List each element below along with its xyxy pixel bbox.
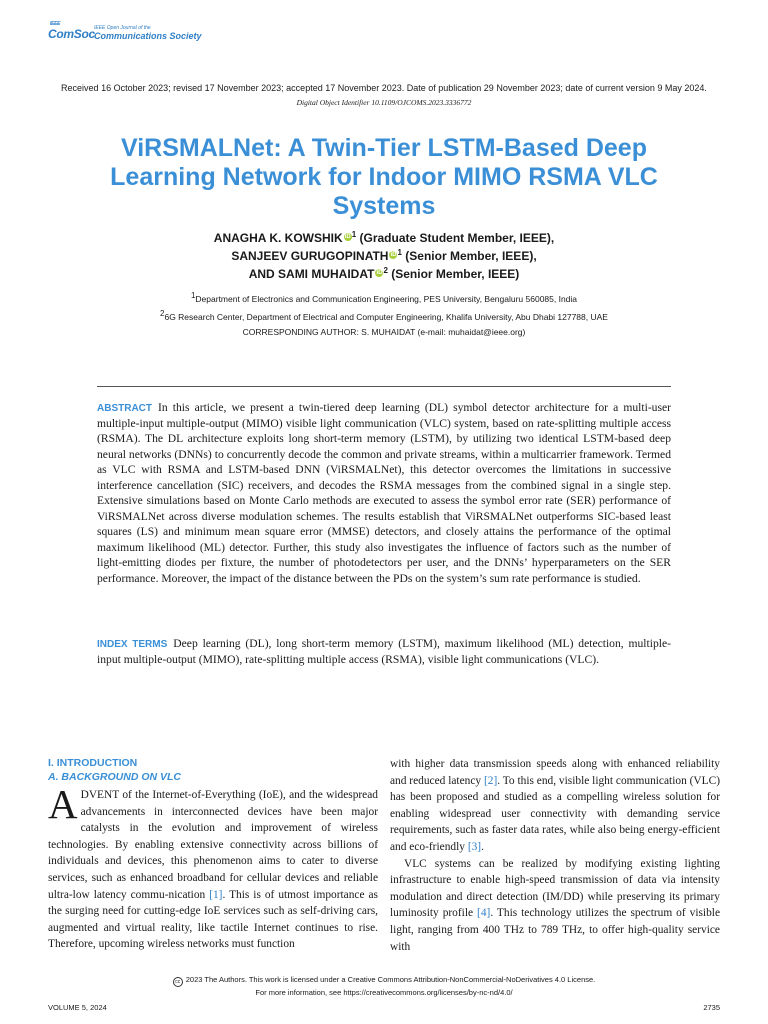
affiliation: $^1$Department of Electronics and Communication Engineering, PES University, Bengaluru 560085, India: [190, 291, 578, 304]
author-line: SANJEEV GURUGOPINATH $iD^1$ (Senior Member, IEEE),: [231, 248, 537, 263]
orcid-icon[interactable]: iD: [376, 270, 383, 276]
paragraph: with higher data transmission speeds along with enhanced reliability and reduced latency [2]. To this end, visible light communication (VLC) has been proposed and studied as a compelling wireless solution for enabling widespread user connectivity with demanding service requirements, such as faster data rates, while also being energy-efficient and eco-friendly [3].: [390, 758, 720, 853]
divider: [97, 386, 671, 387]
author-line: ANAGHA K. KOWSHIK $iD^1$ (Graduate Student Member, IEEE),: [213, 230, 555, 245]
journal-name: Communications Society: [94, 31, 202, 41]
index-terms-label: INDEX TERMS: [97, 639, 168, 650]
author-name: AND SAMI MUHAIDAT: [248, 267, 375, 281]
corresponding-author: CORRESPONDING AUTHOR: S. MUHAIDAT (e-mail: muhaidat@ieee.org): [242, 327, 526, 337]
author-name: ANAGHA K. KOWSHIK: [213, 231, 343, 245]
citation-link[interactable]: [1]: [209, 888, 223, 901]
citation-link[interactable]: [2]: [483, 774, 498, 787]
body-column-left: ADVENT of the Internet-of-Everything (IoE), and the widespread advancements in interconnected devices have been major catalysts in the evolution and improvement of wireless technologies. By enabling extensive connectivity across billions of individuals and devices, this phenomenon aims to cater to diverse services, such as enhanced broadband for cellular devices and reliable ultra-low latency commu-nication [1]. This is of utmost importance as the surging need for cutting-edge IoE services such as self-driving cars, augmented and virtual reality, like tactile Internet continues to rise. Therefore, upcoming wireless networks must function: [48, 781, 378, 951]
paper-title: ViRSMALNet: A Twin-Tier LSTM-Based Deep Learning Network for Indoor MIMO RSMA VLC Systems: [110, 134, 658, 220]
abstract-text: In this article, we present a twin-tiered deep learning (DL) symbol detector architecture for a multi-user multiple-input multiple-output (MIMO) visible light communication (VLC) system, based on rate-splitting multiple access (RSMA). The DL architecture exploits long short-term memory (LSTM), by utilizing two identical LSTM-based deep neural networks (DNNs) to concurrently decode the common and private streams, within a multicarrier framework. Termed as VLC with RSMA and LSTM-based DNN (ViRSMALNet), this detector overcomes the limitations in successive interference cancellation (SIC) receivers, and decodes the RSMA messages from the combined signal in a single step. Extensive simulations based on Monte Carlo methods are executed to assess the symbol error rate (SER) performance of ViRSMALNet across diverse modulation schemes. The results establish that ViRSMALNet outperforms SIC-based least squares (LS) and minimum mean square error (MMSE) detectors, and closely attains the performance of the optimal maximum likelihood (ML) detector. Further, this study also investigates the influence of factors such as the number of light-emitting diodes per fixture, the number of photodetectors per user, and the DNNs’ hyperparameters on the SER performance. Moreover, the impact of the distance between the PDs on the system’s sum rate performance is studied.: [97, 401, 671, 585]
license-notice: cc 2023 The Authors. This work is licensed under a Creative Commons Attribution-NonCommercial-NoDerivatives 4.0 License.: [0, 975, 768, 987]
license-link[interactable]: For more information, see https://creativecommons.org/licenses/by-nc-nd/4.0/: [255, 988, 513, 997]
subsection-heading: A. BACKGROUND ON VLC: [48, 771, 181, 783]
paragraph: VLC systems can be realized by modifying existing lighting infrastructure to enable high-speed transmission of data via intensity modulation and direct detection (IM/DD) while preserving its primary luminosity profile [4]. This technology utilizes the spectrum of visible light, ranging from 400 THz to 789 THz, to offer high-quality service with: [390, 857, 720, 953]
publication-dates: Received 16 October 2023; revised 17 November 2023; accepted 17 November 2023. Date of publication 29 November 2023; date of current version 9 May 2024.: [61, 83, 707, 93]
abstract-label: ABSTRACT: [97, 403, 152, 414]
abstract: [97, 400, 671, 586]
author-name: SANJEEV GURUGOPINATH: [231, 249, 389, 263]
creative-commons-icon: cc: [173, 977, 183, 987]
author-role: (Senior Member, IEEE),: [405, 249, 537, 263]
citation-link[interactable]: [3]: [467, 840, 482, 853]
index-terms-text: Deep learning (DL), long short-term memory (LSTM), maximum likelihood (ML) detection, multiple-input multiple-output (MIMO), rate-splitting multiple access (RSMA), visible light communications (VLC).: [97, 637, 672, 666]
body-column-right: [390, 756, 720, 955]
author-line: AND SAMI MUHAIDAT $iD^2$ (Senior Member, IEEE): [248, 266, 520, 281]
drop-cap: A: [48, 781, 78, 827]
journal-tagline: IEEE Open Journal of the: [94, 25, 151, 31]
orcid-icon[interactable]: iD: [390, 252, 397, 258]
volume-info: VOLUME 5, 2024: [48, 1003, 107, 1012]
section-heading: I. INTRODUCTION: [48, 757, 138, 769]
index-terms: [97, 636, 671, 667]
author-role: (Graduate Student Member, IEEE),: [359, 231, 555, 245]
author-role: (Senior Member, IEEE): [391, 267, 520, 281]
orcid-icon[interactable]: iD: [344, 234, 351, 240]
affiliation: $^2$6G Research Center, Department of Electrical and Computer Engineering, Khalifa University, Abu Dhabi 127788, UAE: [160, 309, 608, 322]
citation-link[interactable]: [4]: [477, 907, 491, 920]
journal-logo: [48, 21, 218, 44]
comsoc-logo-mark: IEEE ComSoc: [48, 21, 95, 41]
doi-line[interactable]: Digital Object Identifier 10.1109/OJCOMS.2023.3336772: [296, 98, 472, 107]
page-number: 2735: [703, 1003, 720, 1012]
